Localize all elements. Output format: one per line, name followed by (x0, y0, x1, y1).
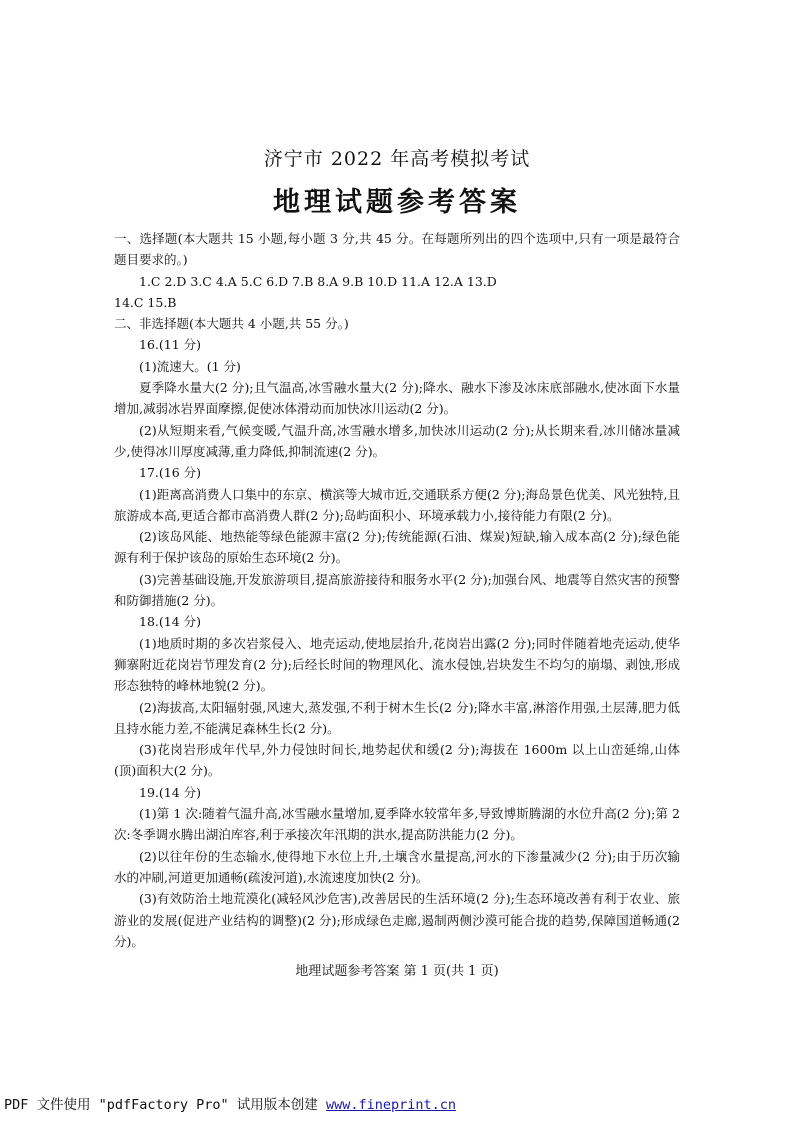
page-footer: 地理试题参考答案 第 1 页(共 1 页) (295, 964, 499, 979)
q16-heading: 16.(11 分) (139, 337, 202, 353)
q18-answer-3: (3)花岗岩形成年代早,外力侵蚀时间长,地势起伏和缓(2 分);海拔在 1600m 以上山峦延绵,山体(顶)面积大(2 分)。 (114, 742, 680, 779)
section2-heading: 二、非选择题(本大题共 4 小题,共 55 分。) (114, 316, 349, 332)
q17-answer-2: (2)该岛风能、地热能等绿色能源丰富(2 分);传统能源(石油、煤炭)短缺,输入成本高(2 分);绿色能源有利于保护该岛的原始生态环境(2 分)。 (114, 529, 680, 566)
q19-heading: 19.(14 分) (139, 784, 202, 800)
choice-answers-row-1: 1.C 2.D 3.C 4.A 5.C 6.D 7.B 8.A 9.B 10.D 11.A 12.A 13.D (139, 273, 497, 289)
q16-answer-2: (2)从短期来看,气候变暖,气温升高,冰雪融水增多,加快冰川运动(2 分);从长期来看,冰川储冰量减少,使得冰川厚度减薄,重力降低,抑制流速(2 分)。 (114, 422, 680, 459)
fineprint-link[interactable]: www.fineprint.cn (325, 1097, 456, 1113)
q18-answer-2: (2)海拔高,太阳辐射强,风速大,蒸发强,不利于树木生长(2 分);降水丰富,淋溶作用强,土层薄,肥力低且持水能力差,不能满足森林生长(2 分)。 (114, 699, 680, 736)
pdf-note-text: PDF 文件使用 "pdfFactory Pro" 试用版本创建 (4, 1097, 326, 1113)
document-title: 地理试题参考答案 (273, 187, 521, 218)
q17-answer-1: (1)距离高消费人口集中的东京、横滨等大城市近,交通联系方便(2 分);海岛景色优美、风光独特,且旅游成本高,更适合都市高消费人群(2 分);岛屿面积小、环境承载力小,接待能力有限(2 分)。 (114, 486, 680, 523)
q16-answer-1: (1)流速大。(1 分) (139, 358, 241, 374)
q19-answer-1: (1)第 1 次:随着气温升高,冰雪融水量增加,夏季降水较常年多,导致博斯腾湖的水位升高(2 分);第 2 次:冬季调水腾出湖泊库容,利于承接次年汛期的洪水,提高防洪能力(2 分)。 (114, 806, 680, 843)
q18-answer-1: (1)地质时期的多次岩浆侵入、地壳运动,使地层抬升,花岗岩出露(2 分);同时伴随着地壳运动,使华狮寨附近花岗岩节理发育(2 分);后经长时间的物理风化、流水侵蚀,岩块发生不均匀的崩塌、剥蚀,形成形态独特的峰林地貌(2 分)。 (114, 635, 680, 694)
q19-answer-3: (3)有效防治土地荒漠化(减轻风沙危害),改善居民的生活环境(2 分);生态环境改善有利于农业、旅游业的发展(促进产业结构的调整)(2 分);形成绿色走廊,遏制两侧沙漠可能合拢的趋势,保障国道畅通(2 分)。 (114, 891, 680, 949)
q19-answer-2: (2)以往年份的生态输水,使得地下水位上升,土壤含水量提高,河水的下渗量减少(2 分);由于历次输水的冲刷,河道更加通畅(疏浚河道),水流速度加快(2 分)。 (114, 848, 680, 885)
section1-heading: 一、选择题(本大题共 15 小题,每小题 3 分,共 45 分。在每题所列出的四个选项中,只有一项是最符合题目要求的。) (114, 231, 680, 268)
q17-answer-3: (3)完善基础设施,开发旅游项目,提高旅游接待和服务水平(2 分);加强台风、地震等自然灾害的预警和防御措施(2 分)。 (114, 571, 680, 609)
answer-body (114, 228, 680, 952)
q18-heading: 18.(14 分) (139, 614, 202, 630)
pdf-watermark-note (4, 1093, 456, 1113)
q16-answer-1-detail: 夏季降水量大(2 分);且气温高,冰雪融水量大(2 分);降水、融水下渗及冰床底部融水,使冰面下水量增加,减弱冰岩界面摩擦,促使冰体滑动而加快冰川运动(2 分)。 (114, 380, 680, 417)
choice-answers-row-2: 14.C 15.B (114, 294, 177, 310)
page-title: 济宁市 2022 年高考模拟考试 (263, 148, 531, 170)
q17-heading: 17.(16 分) (139, 465, 202, 481)
